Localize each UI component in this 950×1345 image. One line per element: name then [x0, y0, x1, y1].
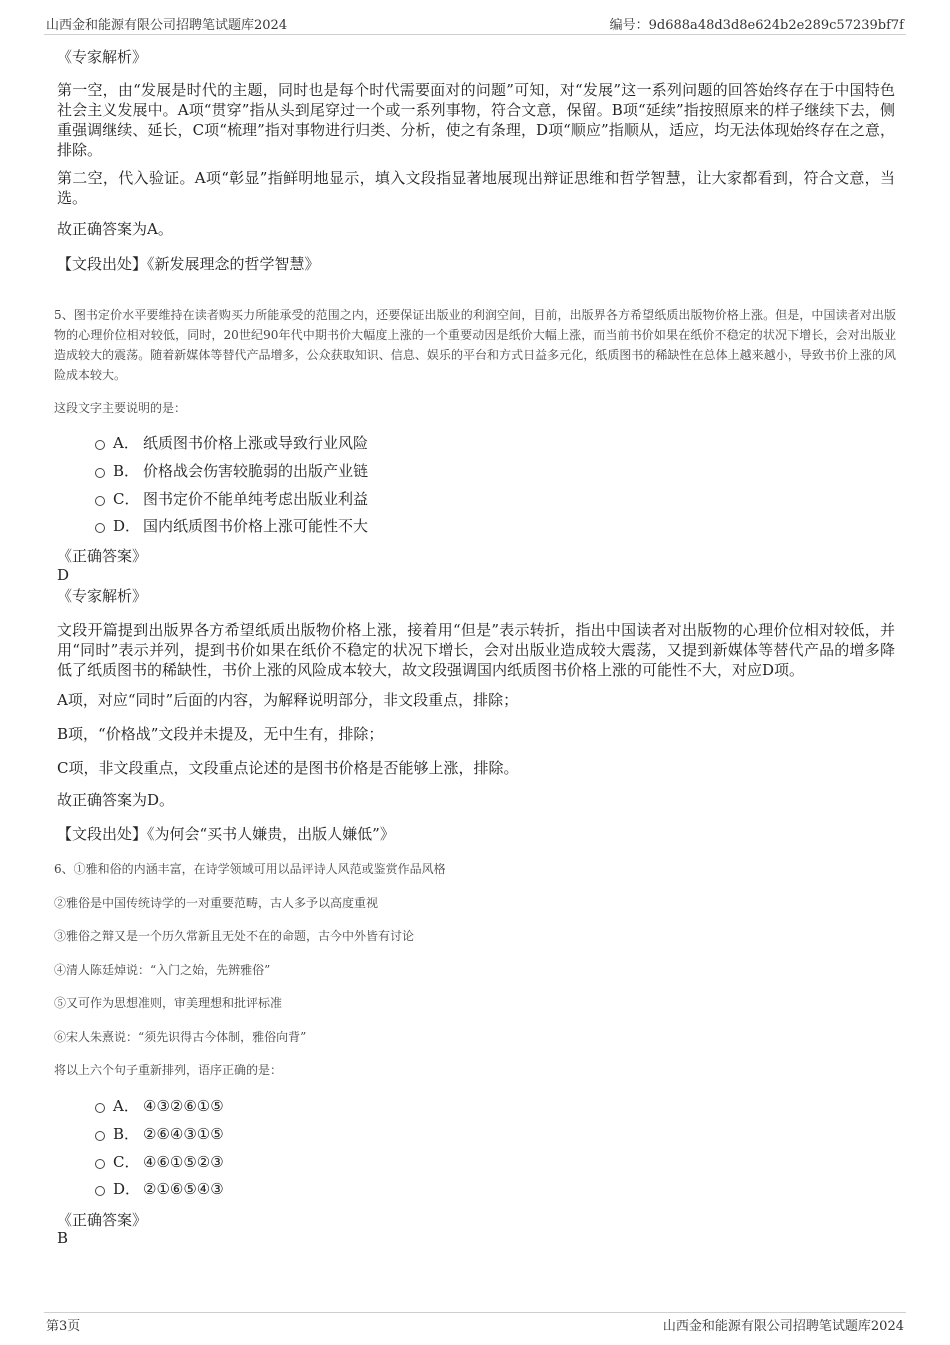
header-doc-id: 编号：9d688a48d3d8e624b2e289c57239bf7f: [609, 18, 904, 33]
question-6-sentence: ⑥宋人朱熹说：“须先识得古今体制，雅俗向背”: [54, 1030, 307, 1044]
analysis-paragraph: A项，对应“同时”后面的内容，为解释说明部分，非文段重点，排除；: [57, 691, 519, 709]
page-number: 第3页: [46, 1319, 81, 1334]
option-text: 图书定价不能单纯考虑出版业利益: [143, 490, 369, 508]
question-5-stem: 5、图书定价水平要维持在读者购买力所能承受的范围之内，还要保证出版业的利润空间，目前，出版界各方希望纸质出版物价格上涨。但是，中国读者对出版物的心理价位相对较低，同时，20世纪90年代中期书价大幅度上涨的一个重要动因是纸价大幅上涨，而当前书价如果在纸价不稳定的状况下增长，会对出版业造成较大的震荡。随着新媒体等替代产品增多，公众获取知识、信息、娱乐的平台和方式日益多元化，纸质图书的稀缺性在总体上越来越小，导致书价上涨的风险成本较大。: [54, 308, 896, 382]
option-text: ②①⑥⑤④③: [143, 1180, 224, 1198]
option-a[interactable]: A． ④③②⑥①⑤: [95, 1096, 224, 1116]
analysis-paragraph: B项，“价格战”文段并未提及，无中生有，排除；: [57, 725, 384, 743]
expert-analysis-label: 《专家解析》: [57, 48, 148, 66]
question-6-sentence: ⑤又可作为思想准则，审美理想和批评标准: [54, 996, 283, 1010]
option-b[interactable]: B． 价格战会伤害较脆弱的出版产业链: [95, 461, 368, 481]
analysis-conclusion: 故正确答案为D。: [57, 791, 175, 809]
page-header: [44, 14, 906, 35]
option-text: ④⑥①⑤②③: [143, 1153, 224, 1171]
correct-answer-label: 《正确答案》: [57, 1211, 148, 1229]
footer-doc-title: 山西金和能源有限公司招聘笔试题库2024: [662, 1319, 904, 1334]
question-6-sentence: ②雅俗是中国传统诗学的一对重要范畴，古人多予以高度重视: [54, 896, 379, 910]
analysis-paragraph: 文段开篇提到出版界各方希望纸质出版物价格上涨，接着用“但是”表示转折，指出中国读者对出版物的心理价位相对较低，并用“同时”表示并列，提到书价如果在纸价不稳定的状况下增长，会对出版业造成较大震荡，又提到新媒体等替代产品的增多降低了纸质图书的稀缺性，书价上涨的风险成本较大，故文段强调国内纸质图书价格上涨的可能性不大，对应D项。: [57, 621, 895, 679]
option-text: ④③②⑥①⑤: [143, 1097, 224, 1115]
option-text: ②⑥④③①⑤: [143, 1125, 224, 1143]
radio-icon[interactable]: [95, 1131, 105, 1141]
radio-icon[interactable]: [95, 440, 105, 450]
radio-icon[interactable]: [95, 1186, 105, 1196]
correct-answer: D: [57, 566, 70, 584]
option-b[interactable]: B． ②⑥④③①⑤: [95, 1124, 224, 1144]
correct-answer: B: [57, 1229, 69, 1247]
option-c[interactable]: C． 图书定价不能单纯考虑出版业利益: [95, 489, 368, 509]
option-a[interactable]: A． 纸质图书价格上涨或导致行业风险: [95, 433, 368, 453]
radio-icon[interactable]: [95, 468, 105, 478]
option-d[interactable]: D． ②①⑥⑤④③: [95, 1179, 224, 1199]
analysis-paragraph: C项，非文段重点，文段重点论述的是图书价格是否能够上涨，排除。: [57, 759, 519, 777]
radio-icon[interactable]: [95, 1103, 105, 1113]
question-6-prompt: 将以上六个句子重新排列，语序正确的是：: [54, 1063, 283, 1077]
radio-icon[interactable]: [95, 523, 105, 533]
expert-analysis-label: 《专家解析》: [57, 587, 148, 605]
source-citation: 【文段出处】《为何会“买书人嫌贵，出版人嫌低”》: [57, 825, 395, 843]
radio-icon[interactable]: [95, 1159, 105, 1169]
option-text: 国内纸质图书价格上涨可能性不大: [143, 517, 369, 535]
option-c[interactable]: C． ④⑥①⑤②③: [95, 1152, 224, 1172]
option-text: 纸质图书价格上涨或导致行业风险: [143, 434, 369, 452]
option-text: 价格战会伤害较脆弱的出版产业链: [143, 462, 369, 480]
page-footer: [44, 1312, 906, 1335]
question-6-sentence: ③雅俗之辩又是一个历久常新且无处不在的命题，古今中外皆有讨论: [54, 929, 415, 943]
option-d[interactable]: D． 国内纸质图书价格上涨可能性不大: [95, 516, 368, 536]
radio-icon[interactable]: [95, 496, 105, 506]
correct-answer-label: 《正确答案》: [57, 547, 148, 565]
header-doc-title: 山西金和能源有限公司招聘笔试题库2024: [46, 18, 288, 33]
question-6-sentence: 6、①雅和俗的内涵丰富，在诗学领域可用以品评诗人风范或鉴赏作品风格: [54, 862, 446, 876]
question-5-prompt: 这段文字主要说明的是：: [54, 401, 187, 415]
question-6-sentence: ④清人陈廷焯说：“入门之始，先辨雅俗”: [54, 963, 271, 977]
analysis-paragraph: 第一空，由“发展是时代的主题，同时也是每个时代需要面对的问题”可知，对“发展”这一系列问题的回答始终存在于中国特色社会主义发展中。A项“贯穿”指从头到尾穿过一个或一系列事物，符合文意，保留。B项“延续”指按照原来的样子继续下去，侧重强调继续、延长，C项“梳理”指对事物进行归类、分析，使之有条理，D项“顺应”指顺从，适应，均无法体现始终存在之意，排除。: [57, 81, 895, 159]
source-citation: 【文段出处】《新发展理念的哲学智慧》: [57, 255, 320, 273]
analysis-paragraph: 第二空，代入验证。A项“彰显”指鲜明地显示，填入文段指显著地展现出辩证思维和哲学智慧，让大家都看到，符合文意，当选。: [57, 169, 895, 207]
analysis-conclusion: 故正确答案为A。: [57, 220, 173, 238]
